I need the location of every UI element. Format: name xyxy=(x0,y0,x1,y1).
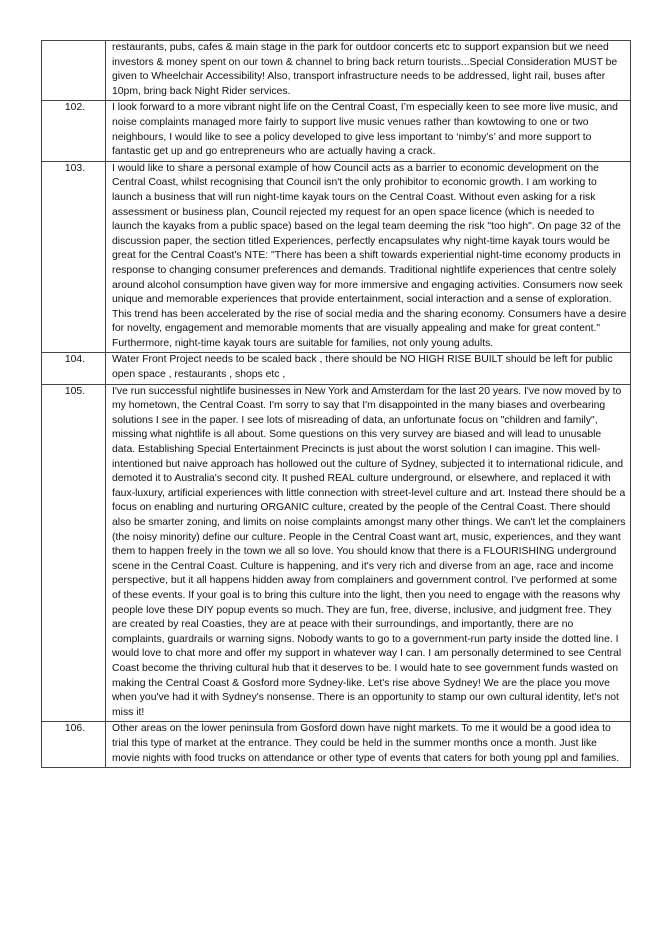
table-row xyxy=(42,161,631,353)
comment-text: restaurants, pubs, cafes & main stage in the park for outdoor concerts etc to support expansion but we need investors & money spent on our town & channel to bring back return tourists...Special Consideration MUST be given to Wheelchair Accessibility! Also, transport infrastructure needs to be addressed, light rail, buses after 10pm, bring back Night Rider services. xyxy=(106,41,631,101)
row-number: 102. xyxy=(42,101,106,161)
table-row xyxy=(42,384,631,722)
submissions-table xyxy=(41,40,631,768)
table-row xyxy=(42,101,631,161)
comment-text: I look forward to a more vibrant night life on the Central Coast, I’m especially keen to see more live music, and noise complaints managed more fairly to support live music venues rather than kowtowing to one or two neighbours, I would like to see a policy developed to give less important to ‘nimby’s’ and more support to fantastic get up and go entrepreneurs who are actually having a crack. xyxy=(106,101,631,161)
comment-text: I would like to share a personal example of how Council acts as a barrier to economic development on the Central Coast, whilst recognising that Council isn't the only prohibitor to economic growth. I am working to launch a business that will run night-time kayak tours on the Central Coast. Without even asking for a risk assessment or business plan, Council rejected my request for an open space licence (which is needed to launch the kayaks from a public space) based on the legal team deeming the risk "too high". On page 32 of the discussion paper, the section titled Experiences, perfectly encapsulates why night-time kayak tours would be great for the Central Coast's NTE: "There has been a shift towards experiential night-time economy products in response to changing consumer preferences and demands. Traditional nightlife experiences that centre solely around alcohol consumption have given way for more immersive and engaging activities. Consumers now seek unique and memorable experiences that provide entertainment, social interaction and a sense of exploration. This trend has been accelerated by the rise of social media and the sharing economy. Consumers have a desire for novelty, engagement and memorable moments that are visually appealing and make for great content." Furthermore, night-time kayak tours are suitable for families, not only young adults. xyxy=(106,161,631,353)
row-number: 104. xyxy=(42,353,106,384)
comment-text: I've run successful nightlife businesses in New York and Amsterdam for the last 20 years. I've now moved by to my hometown, the Central Coast. I'm sorry to say that I'm disappointed in the many biases and overbearing solutions I see in the paper. I see lots of misreading of data, an unfortunate focus on "children and family", missing what nightlife is all about. Some questions on this very survey are biased and will lead to unusable data. Establishing Special Entertainment Precincts is just about the worst solution I can imagine. This well-intentioned but naive approach has hollowed out the culture of Sydney, subjected it to international ridicule, and demoted it to Australia's second city. It pushed REAL culture underground, or elsewhere, and replaced it with faux-luxury, artificial experiences with little connection with street-level culture and art. Instead there should be a focus on enabling and nurturing ORGANIC culture, created by the people of the Central Coast. There should also be smarter zoning, and limits on noise complaints amongst many other things. We can't let the complainers (the noisy minority) define our culture. People in the Central Coast want art, music, experiences, and they want them to happen freely in the town we all so love. You should know that there is a FLOURISHING underground scene in the Central Coast. Culture is happening, and it's very rich and diverse from an age, race and income perspective, but it all happens hidden away from complainers and government control. I've performed at some of these events. If your goal is to bring this culture into the light, then you need to engage with the reasons why people love these DIY popup events so much. They are fun, free, diverse, inclusive, and judgment free. They are created by real Coasties, they are at peace with their surroundings, and importantly, there are no complaints, guardrails or warning signs. Nobody wants to go to a government-run party inside the dotted line. I would love to chat more and offer my support in whatever way I can. I am personally determined to see Central Coast become the thriving cultural hub that it deserves to be. I would hate to see government funds wasted on making the Central Coast & Gosford more Sydney-like. Let's rise above Sydney! We are the place you move when you've had it with Sydney's nonsense. There is an opportunity to stamp our own cultural identity, let's not miss it! xyxy=(106,384,631,722)
table-row xyxy=(42,722,631,768)
comment-text: Water Front Project needs to be scaled back , there should be NO HIGH RISE BUILT should be left for public open space , restaurants , shops etc , xyxy=(106,353,631,384)
row-number: 105. xyxy=(42,384,106,722)
table-row xyxy=(42,353,631,384)
row-number: 106. xyxy=(42,722,106,768)
row-number: 103. xyxy=(42,161,106,353)
comment-text: Other areas on the lower peninsula from Gosford down have night markets. To me it would be a good idea to trial this type of market at the entrance. They could be held in the summer months once a month. Just like movie nights with food trucks on attendance or other type of events that caters for both young ppl and families. xyxy=(106,722,631,768)
row-number xyxy=(42,41,106,101)
table-row xyxy=(42,41,631,101)
